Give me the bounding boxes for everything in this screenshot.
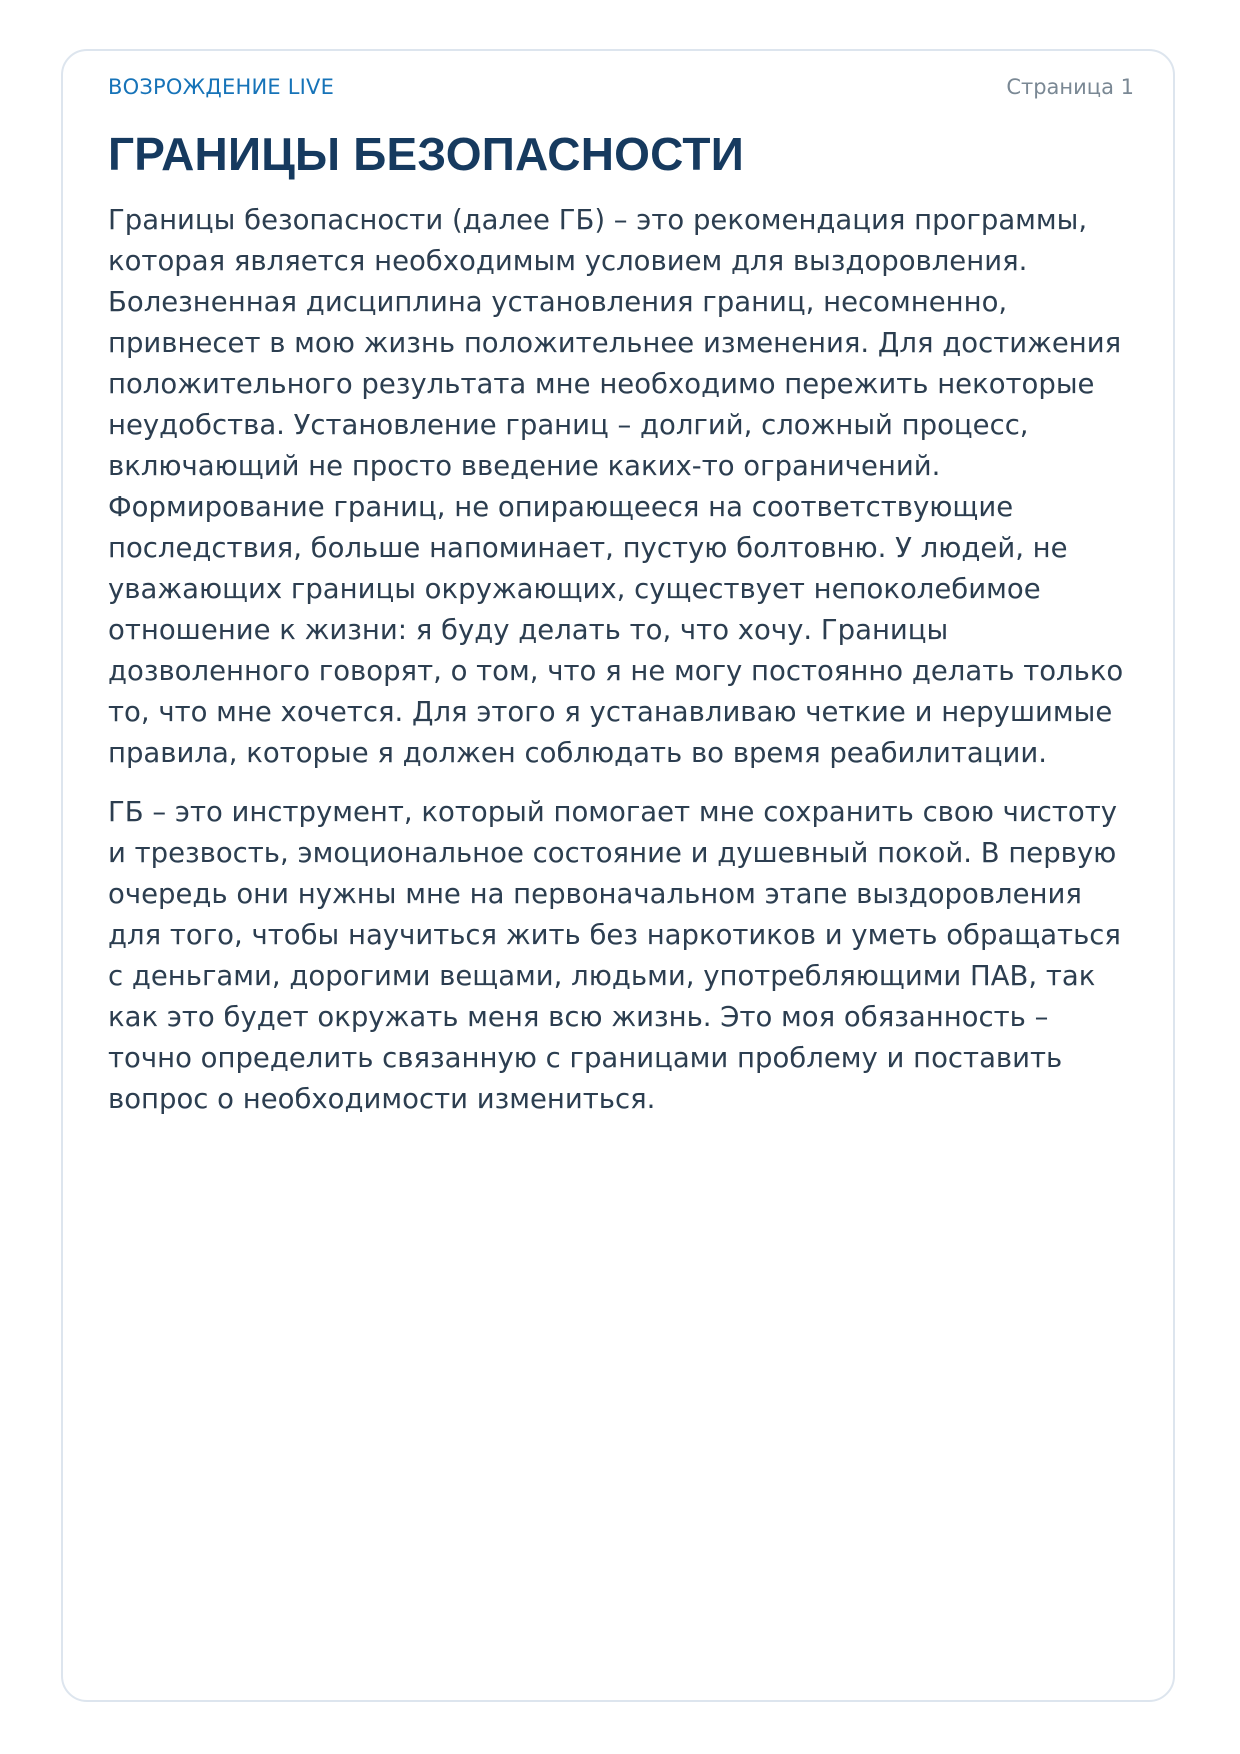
document-body [108,200,1128,1120]
page-number: Страница 1 [1006,75,1134,99]
paragraph-1: Границы безопасности (далее ГБ) – это рекомендация программы, которая является необходимым условием для выздоровления. Болезненная дисциплина установления границ, несомненно, привнесет в мою жизнь положительнее изменения. Для достижения положительного результата мне необходимо пережить некоторые неудобства. Установление границ – долгий, сложный процесс, включающий не просто введение каких-то ограничений. Формирование границ, не опирающееся на соответствующие последствия, больше напоминает, пустую болтовню. У людей, не уважающих границы окружающих, существует непоколебимое отношение к жизни: я буду делать то, что хочу. Границы дозволенного говорят, о том, что я не могу постоянно делать только то, что мне хочется. Для этого я устанавливаю четкие и нерушимые правила, которые я должен соблюдать во время реабилитации. [108,204,1124,769]
page-header [108,72,1134,102]
brand-label: ВОЗРОЖДЕНИЕ LIVE [108,75,335,99]
paragraph-2: ГБ – это инструмент, который помогает мне сохранить свою чистоту и трезвость, эмоциональное состояние и душевный покой. В первую очередь они нужны мне на первоначальном этапе выздоровления для того, чтобы научиться жить без наркотиков и уметь обращаться с деньгами, дорогими вещами, людьми, употребляющими ПАВ, так как это будет окружать меня всю жизнь. Это моя обязанность – точно определить связанную с границами проблему и поставить вопрос о необходимости измениться. [108,796,1121,1115]
page-title: ГРАНИЦЫ БЕЗОПАСНОСТИ [108,128,744,180]
